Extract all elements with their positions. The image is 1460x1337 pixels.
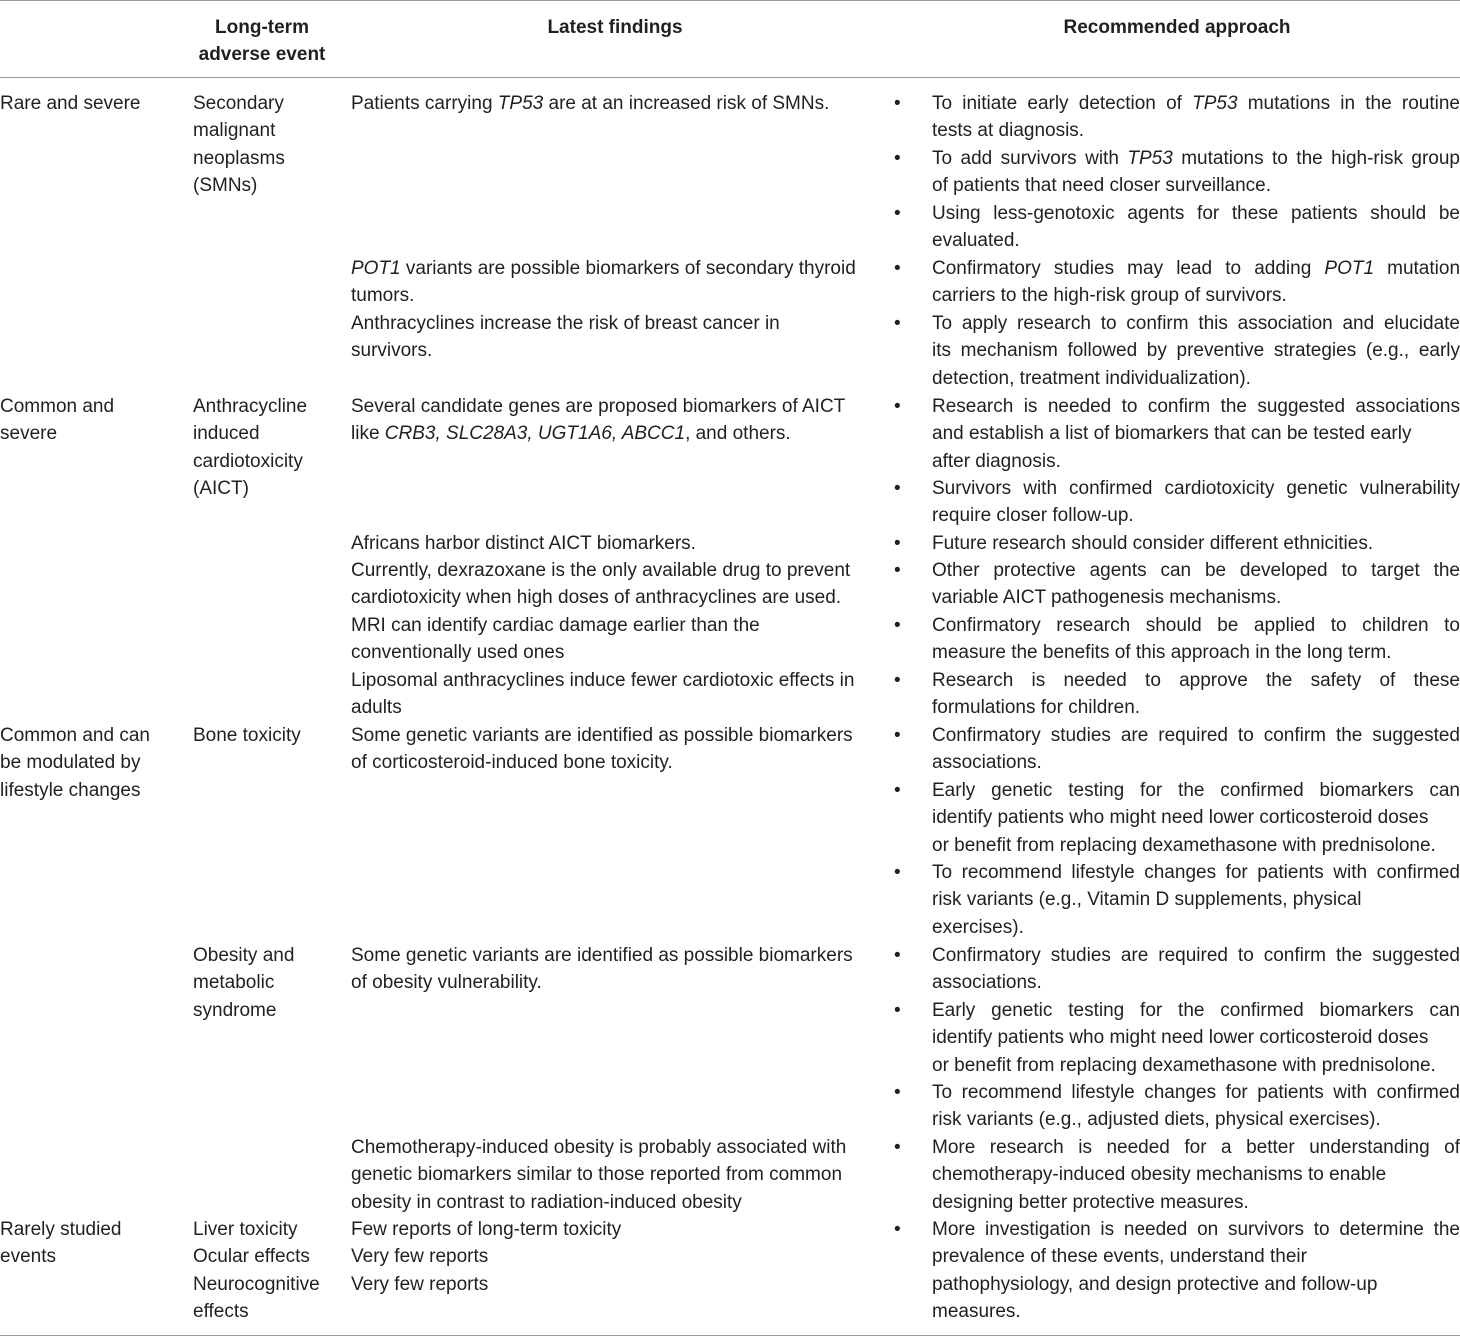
bullet: • <box>894 313 901 334</box>
bullet: • <box>894 615 901 636</box>
approach-obesity-confirm: Confirmatory studies are required to confirm the suggested associations. <box>932 945 1460 994</box>
approach-tp53-high-risk: To add survivors with TP53 mutations to the high-risk group of patients that need closer surveillance. <box>932 148 1460 197</box>
header-latest-findings: Latest findings <box>547 17 683 38</box>
bullet: • <box>894 780 901 801</box>
bullet: • <box>894 258 901 279</box>
approach-obesity-genetic-testing: Early genetic testing for the confirmed biomarkers can identify patients who might need lower corticosteroid doses or benefit from replacing dexamethasone with prednisolone. <box>932 1000 1460 1076</box>
finding-rare-reports: Few reports of long-term toxicity Very few reports Very few reports <box>351 1219 622 1295</box>
bullet: • <box>894 945 901 966</box>
bullet: • <box>894 478 901 499</box>
event-bone-toxicity: Bone toxicity <box>193 725 301 746</box>
approach-bone-genetic-testing: Early genetic testing for the confirmed biomarkers can identify patients who might need lower corticosteroid doses or benefit from replacing dexamethasone with prednisolone. <box>932 780 1460 856</box>
table-bottom-rule <box>0 1335 1460 1336</box>
finding-anthracyclines-breast: Anthracyclines increase the risk of breast cancer in survivors. <box>351 313 780 362</box>
finding-dexrazoxane: Currently, dexrazoxane is the only available drug to prevent cardiotoxicity when high doses of anthracyclines are used. <box>351 560 851 609</box>
approach-closer-follow-up: Survivors with confirmed cardiotoxicity genetic vulnerability require closer follow-up. <box>932 478 1460 527</box>
event-smn: Secondary malignant neoplasms (SMNs) <box>193 93 285 197</box>
approach-bone-confirm: Confirmatory studies are required to confirm the suggested associations. <box>932 725 1460 774</box>
finding-bone-variants: Some genetic variants are identified as possible biomarkers of corticosteroid-induced bone toxicity. <box>351 725 853 774</box>
event-rare-group: Liver toxicity Ocular effects Neurocognitive effects <box>193 1219 320 1323</box>
finding-liposomal: Liposomal anthracyclines induce fewer cardiotoxic effects in adults <box>351 670 855 719</box>
approach-chemo-obesity-research: More research is needed for a better understanding of chemotherapy-induced obesity mechanisms to enable designing better protective measures. <box>932 1137 1460 1213</box>
bullet: • <box>894 533 901 554</box>
bullet: • <box>894 148 901 169</box>
bullet: • <box>894 396 901 417</box>
approach-liposomal-safety: Research is needed to approve the safety of these formulations for children. <box>932 670 1460 719</box>
header-long-term-adverse-event: Long-term adverse event <box>198 17 326 65</box>
approach-confirm-association: To apply research to confirm this association and elucidate its mechanism followed by preventive strategies (e.g., early detection, treatment individualization). <box>932 313 1460 389</box>
bullet: • <box>894 1000 901 1021</box>
finding-africans: Africans harbor distinct AICT biomarkers. <box>351 533 696 554</box>
category-common-lifestyle: Common and can be modulated by lifestyle changes <box>0 725 150 801</box>
finding-tp53-risk: Patients carrying TP53 are at an increased risk of SMNs. <box>351 93 830 114</box>
approach-ethnicities: Future research should consider different ethnicities. <box>932 533 1374 554</box>
finding-pot1: POT1 variants are possible biomarkers of secondary thyroid tumors. <box>351 258 856 307</box>
approach-aict-biomarker-list: Research is needed to confirm the suggested associations and establish a list of biomarkers that can be tested early after diagnosis. <box>932 396 1460 472</box>
finding-aict-genes: Several candidate genes are proposed biomarkers of AICT like CRB3, SLC28A3, UGT1A6, ABCC1, and others. <box>351 396 846 445</box>
approach-rare-investigation: More investigation is needed on survivors to determine the prevalence of these events, understand their pathophysiology, and design protective and follow-up measures. <box>932 1219 1460 1323</box>
finding-chemo-obesity: Chemotherapy-induced obesity is probably associated with genetic biomarkers similar to those reported from common obesity in contrast to radiation-induced obesity <box>351 1137 847 1213</box>
header-recommended-approach: Recommended approach <box>1063 17 1291 38</box>
category-rarely-studied: Rarely studied events <box>0 1219 122 1268</box>
finding-obesity-variants: Some genetic variants are identified as possible biomarkers of obesity vulnerability. <box>351 945 853 994</box>
approach-protective-agents: Other protective agents can be developed to target the variable AICT pathogenesis mechanisms. <box>932 560 1460 609</box>
event-obesity: Obesity and metabolic syndrome <box>193 945 295 1021</box>
approach-mri-children: Confirmatory research should be applied to children to measure the benefits of this approach in the long term. <box>932 615 1460 664</box>
header-rule <box>0 77 1460 78</box>
bullet: • <box>894 670 901 691</box>
event-aict: Anthracycline induced cardiotoxicity (AICT) <box>193 396 308 500</box>
approach-bone-lifestyle: To recommend lifestyle changes for patients with confirmed risk variants (e.g., Vitamin D supplements, physical exercises). <box>932 862 1460 938</box>
table-top-rule <box>0 0 1460 1</box>
bullet: • <box>894 560 901 581</box>
bullet: • <box>894 1082 901 1103</box>
approach-tp53-early-detection: To initiate early detection of TP53 mutations in the routine tests at diagnosis. <box>932 93 1460 142</box>
bullet: • <box>894 1137 901 1158</box>
approach-pot1: Confirmatory studies may lead to adding POT1 mutation carriers to the high-risk group of survivors. <box>932 258 1460 307</box>
category-common-and-severe: Common and severe <box>0 396 115 445</box>
approach-less-genotoxic: Using less-genotoxic agents for these patients should be evaluated. <box>932 203 1460 252</box>
bullet: • <box>894 93 901 114</box>
bullet: • <box>894 862 901 883</box>
approach-obesity-lifestyle: To recommend lifestyle changes for patients with confirmed risk variants (e.g., adjusted diets, physical exercises). <box>932 1082 1460 1131</box>
bullet: • <box>894 203 901 224</box>
bullet: • <box>894 725 901 746</box>
bullet: • <box>894 1219 901 1240</box>
category-rare-and-severe: Rare and severe <box>0 93 141 114</box>
finding-mri: MRI can identify cardiac damage earlier than the conventionally used ones <box>351 615 760 664</box>
